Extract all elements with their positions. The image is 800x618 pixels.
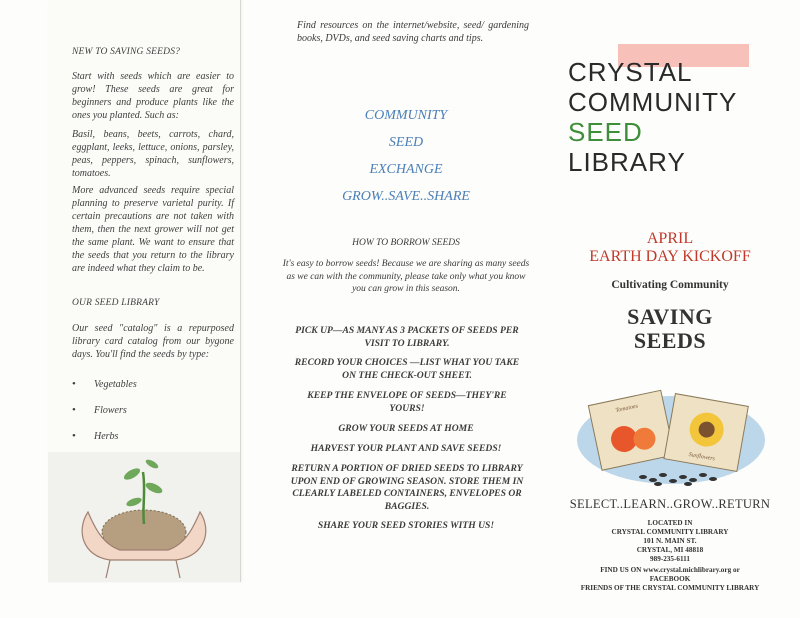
seed-library-paragraph: Our seed "catalog" is a repurposed library card catalog from our bygone days. You'll find the seeds by type:	[72, 323, 234, 360]
new-to-saving-seeds-heading: NEW TO SAVING SEEDS?	[72, 47, 181, 57]
title-seed: SEED	[568, 117, 643, 147]
sunflower-label: Sunflowers	[688, 451, 716, 463]
event-name: EARTH DAY KICKOFF	[589, 248, 751, 265]
sunflower-packet	[664, 394, 748, 472]
event-month: APRIL	[646, 230, 694, 247]
find-us-block	[555, 566, 785, 593]
advanced-seeds-paragraph: More advanced seeds require special planning to preserve varietal purity. If certain precautions are not taken with them, then the next grower will not get the same plant. We want to ensure that the seeds that you return to the library are indeed what they claim to be.	[72, 185, 234, 274]
step-share-stories: SHARE YOUR SEED STORIES WITH US!	[317, 520, 495, 531]
location-block	[555, 519, 785, 564]
how-to-borrow-heading: HOW TO BORROW SEEDS	[352, 238, 460, 248]
slogan-seed: SEED	[388, 135, 424, 150]
motto: SELECT..LEARN..GROW..RETURN	[569, 497, 771, 511]
left-panel	[48, 0, 241, 582]
slogan-community: COMMUNITY	[364, 108, 448, 123]
easy-seeds-paragraph: Basil, beans, beets, carrots, chard, eggplant, leeks, lettuce, onions, parsley, peas, peppers, spinach, sunflowers, tomatoes.	[72, 129, 234, 179]
tagline: Cultivating Community	[611, 279, 729, 291]
location-line: LOCATED IN	[647, 519, 693, 527]
list-item: • Herbs	[72, 430, 234, 443]
location-line: CRYSTAL COMMUNITY LIBRARY	[611, 528, 729, 536]
step-pick-up: PICK UP—AS MANY AS 3 PACKETS OF SEEDS PER VISIT TO LIBRARY.	[295, 325, 519, 349]
find-us-website: FIND US ON www.crystal.michlibrary.org or	[600, 566, 740, 574]
tomato-label: Tomatoes	[615, 403, 639, 415]
step-keep-envelope: KEEP THE ENVELOPE OF SEEDS—THEY'RE YOURS!	[307, 390, 507, 414]
location-line: 989-235-6111	[650, 555, 690, 563]
resources-text: Find resources on the internet/website, seed/ gardening books, DVDs, and seed saving charts and tips.	[297, 20, 529, 44]
seed-type-list	[72, 378, 234, 456]
step-harvest: HARVEST YOUR PLANT AND SAVE SEEDS!	[310, 443, 502, 454]
step-return: RETURN A PORTION OF DRIED SEEDS TO LIBRARY UPON END OF GROWING SEASON. STORE THEM IN CLEARLY LABELED CONTAINERS, ENVELOPES OR BAGGIES.	[290, 463, 524, 512]
find-us-facebook: FACEBOOK	[649, 575, 691, 583]
intro-paragraph: Start with seeds which are easier to grow! These seeds are great for beginners and produce plants like the ones you planted. Such as:	[72, 71, 234, 121]
seedling-stem	[143, 472, 144, 524]
list-item: • Flowers	[72, 404, 234, 417]
step-grow: GROW YOUR SEEDS AT HOME	[338, 423, 474, 434]
find-us-friends: FRIENDS OF THE CRYSTAL COMMUNITY LIBRARY	[580, 584, 760, 592]
slogan-grow-save-share: GROW..SAVE..SHARE	[342, 189, 470, 204]
title-community: COMMUNITY	[568, 87, 738, 117]
location-line: CRYSTAL, MI 48818	[636, 546, 704, 554]
borrow-text: It's easy to borrow seeds! Because we are sharing as many seeds as we can with the community, please take only what you know you can grow in this season.	[282, 259, 530, 294]
our-seed-library-heading: OUR SEED LIBRARY	[72, 298, 160, 308]
hands-seedling-illustration	[48, 452, 240, 582]
list-item: • Vegetables	[72, 378, 234, 391]
title-crystal: CRYSTAL	[568, 57, 693, 87]
location-line: 101 N. MAIN ST.	[643, 537, 697, 545]
headline-saving: SAVING	[627, 304, 713, 329]
title-library: LIBRARY	[568, 147, 686, 177]
step-record-choices: RECORD YOUR CHOICES —LIST WHAT YOU TAKE ON THE CHECK-OUT SHEET.	[294, 357, 520, 381]
headline-seeds: SEEDS	[633, 328, 707, 353]
slogan-exchange: EXCHANGE	[369, 162, 443, 177]
seed-packets-illustration	[573, 385, 769, 491]
